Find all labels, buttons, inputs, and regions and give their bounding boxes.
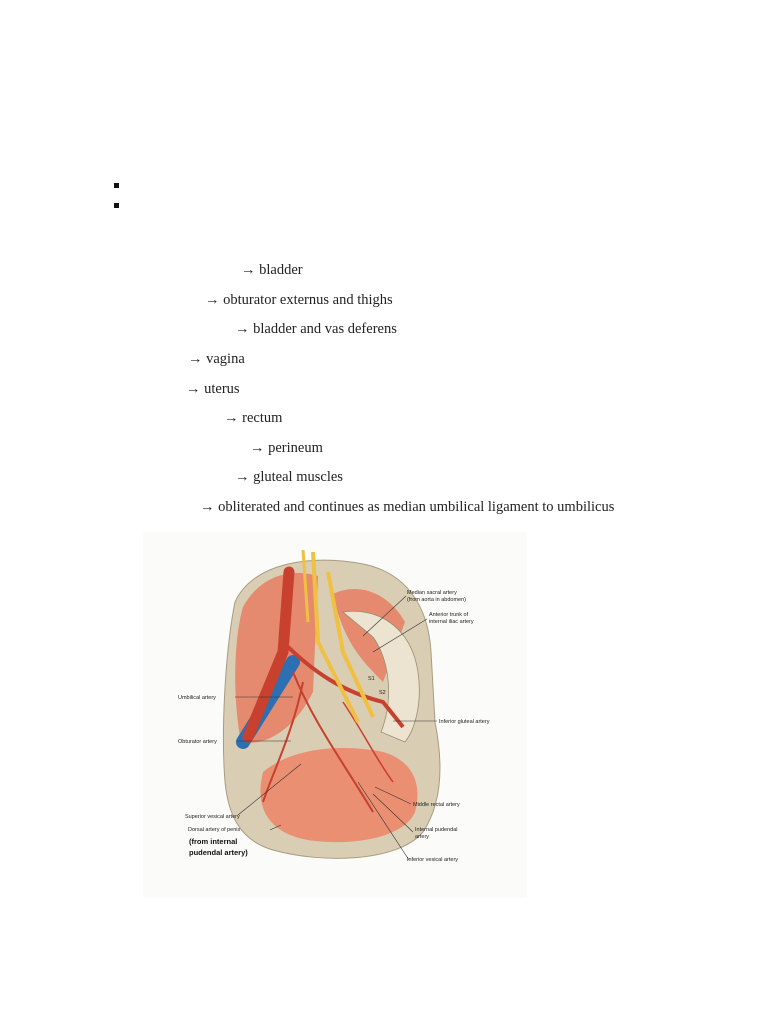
label-internal-pudendal: Internal pudendal <box>415 827 458 833</box>
label-anterior-trunk: Anterior trunk of <box>429 612 469 618</box>
label-inferior-vesical: Inferior vesical artery <box>407 857 459 863</box>
branch-line-umbilical: → obliterated and continues as median umbilical ligament to umbilicus <box>200 499 615 515</box>
branch-line-obturator: → obturator externus and thighs <box>205 292 393 308</box>
label-dorsal-penis: Dorsal artery of penis <box>188 827 241 833</box>
label-middle-rectal: Middle rectal artery <box>413 802 460 808</box>
label-from-internal: (from internal <box>189 837 238 846</box>
branch-line-gluteal: → gluteal muscles <box>235 469 343 485</box>
label-inferior-gluteal: Inferior gluteal artery <box>439 719 490 725</box>
label-s1: S1 <box>368 676 375 682</box>
bullet-marker-1 <box>114 183 119 188</box>
branch-line-uterus: → uterus <box>186 381 240 397</box>
bullet-list <box>114 183 119 223</box>
pelvic-arteries-illustration <box>143 532 527 898</box>
branch-line-bladder: → bladder <box>241 262 303 278</box>
label-median-sacral-note: (from aorta in abdomen) <box>407 597 466 603</box>
label-pudendal-artery: pudendal artery) <box>189 848 248 857</box>
floor-muscle-shape <box>260 748 417 842</box>
label-median-sacral: Median sacral artery <box>407 590 457 596</box>
branch-line-vas-deferens: → bladder and vas deferens <box>235 321 397 337</box>
label-internal-pudendal-2: artery <box>415 834 430 840</box>
label-obturator-artery: Obturator artery <box>178 739 217 745</box>
branch-line-perineum: → perineum <box>250 440 323 456</box>
branch-line-rectum: → rectum <box>224 410 283 426</box>
pelvic-arteries-drawing <box>143 532 527 898</box>
label-anterior-trunk-2: internal iliac artery <box>429 619 474 625</box>
label-s2: S2 <box>379 690 386 696</box>
label-umbilical-artery: Umbilical artery <box>178 695 216 701</box>
bullet-marker-2 <box>114 203 119 208</box>
branch-line-vagina: → vagina <box>188 351 245 367</box>
label-superior-vesical: Superior vesical artery <box>185 814 240 820</box>
